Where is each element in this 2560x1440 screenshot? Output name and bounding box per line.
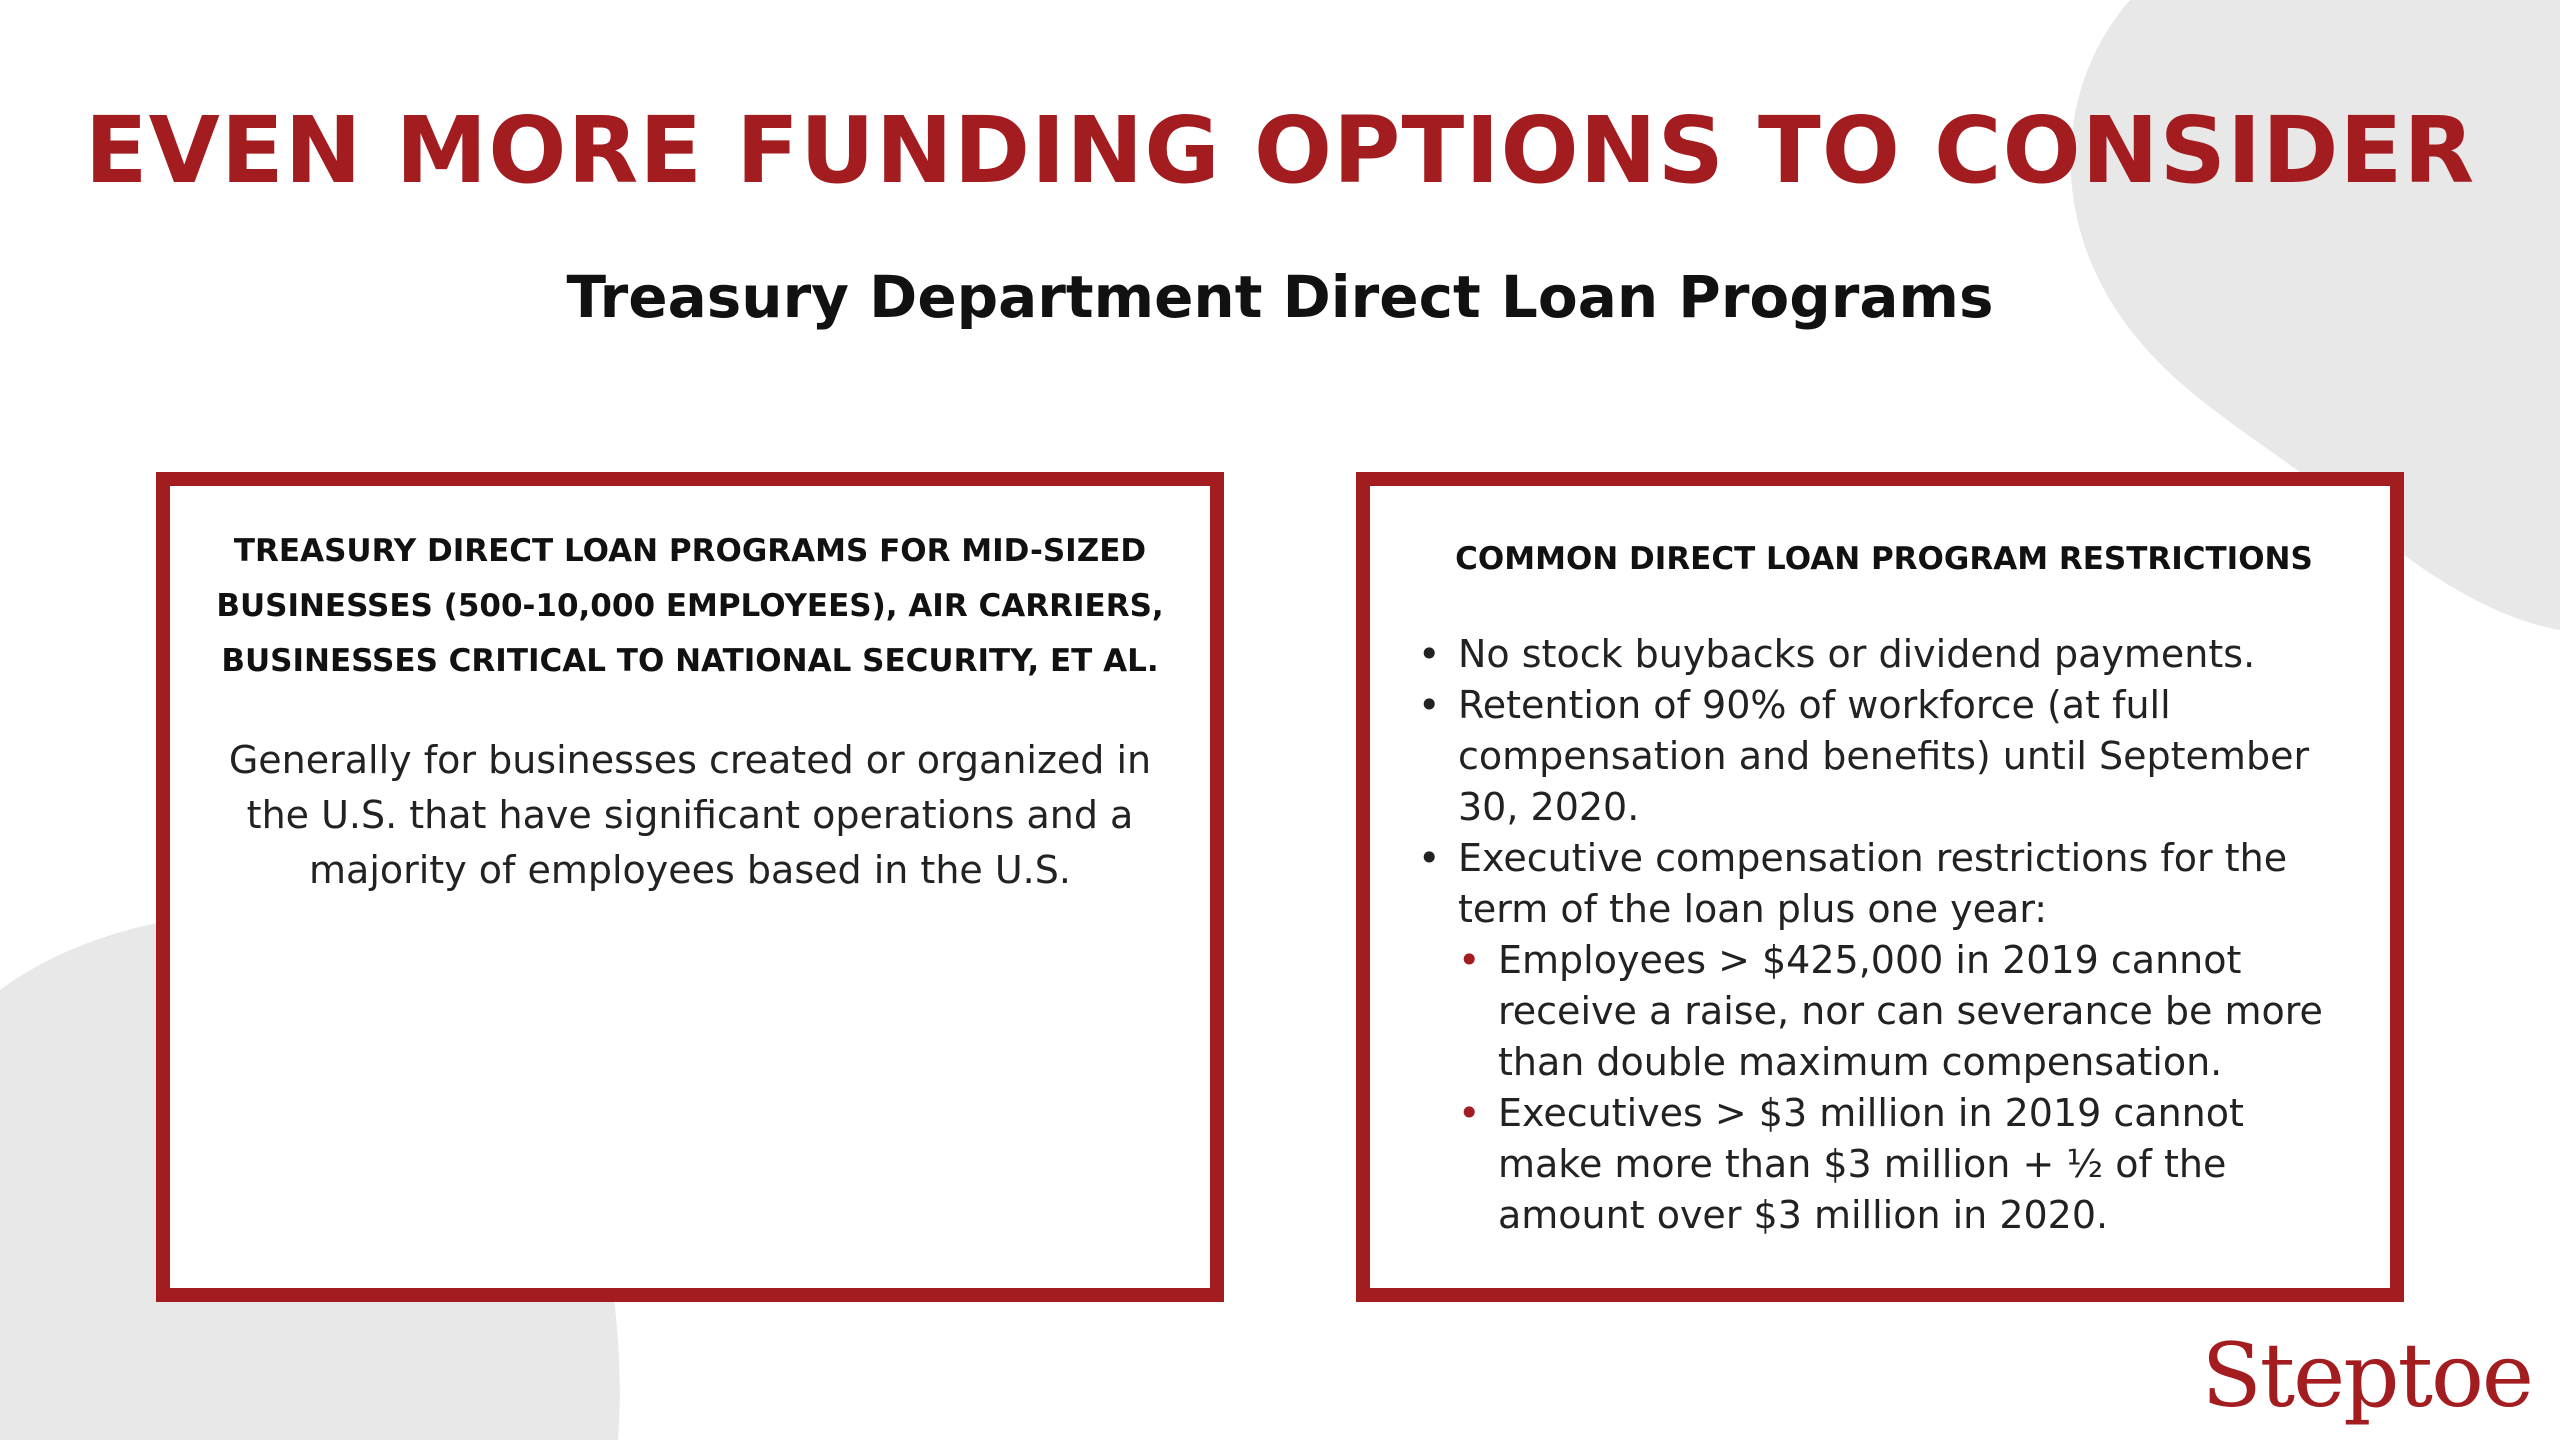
list-item-text: Executive compensation restrictions for the term of the loan plus one year: (1458, 836, 2288, 931)
list-item (1418, 629, 2350, 680)
left-panel (156, 472, 1224, 1302)
steptoe-logo: Steptoe (2201, 1324, 2532, 1427)
bullet-icon: • (1418, 836, 1441, 880)
sub-list-item (1458, 935, 2350, 1088)
sub-list-item (1458, 1088, 2350, 1241)
sub-bullet-icon: • (1458, 938, 1481, 982)
sub-list-item-text: Employees > $425,000 in 2019 cannot receive a raise, nor can severance be more than double maximum compensation. (1498, 938, 2323, 1084)
right-panel (1356, 472, 2404, 1302)
left-panel-heading: TREASURY DIRECT LOAN PROGRAMS FOR MID-SIZED BUSINESSES (500-10,000 EMPLOYEES), AIR CARRIERS, BUSINESSES CRITICAL TO NATIONAL SECURITY, ET AL. (216, 533, 1164, 679)
bullet-icon: • (1418, 632, 1441, 676)
slide-subtitle: Treasury Department Direct Loan Programs (566, 263, 1994, 331)
sub-list-item-text: Executives > $3 million in 2019 cannot make more than $3 million + ½ of the amount over $3 million in 2020. (1498, 1091, 2244, 1237)
sub-list (1458, 935, 2350, 1241)
list-item (1418, 680, 2350, 833)
bullet-icon: • (1418, 683, 1441, 727)
left-panel-body: Generally for businesses created or organized in the U.S. that have significant operations and a majority of employees based in the U.S. (228, 738, 1152, 892)
slide-title: EVEN MORE FUNDING OPTIONS TO CONSIDER (84, 97, 2476, 204)
list-item-text: Retention of 90% of workforce (at full compensation and benefits) until September 30, 2020. (1458, 683, 2310, 829)
restrictions-list (1418, 629, 2350, 1241)
sub-bullet-icon: • (1458, 1091, 1481, 1135)
list-item-text: No stock buybacks or dividend payments. (1458, 632, 2256, 676)
right-panel-heading: COMMON DIRECT LOAN PROGRAM RESTRICTIONS (1455, 541, 2313, 577)
list-item (1418, 833, 2350, 1241)
